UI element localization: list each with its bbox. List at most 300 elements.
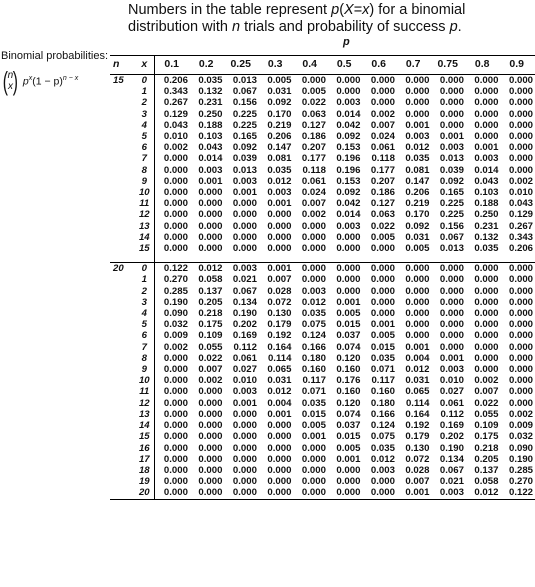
probability-cell: 0.037 (336, 420, 361, 432)
table-row (110, 375, 535, 386)
probability-cell: 0.160 (336, 386, 361, 398)
probability-cell: 0.190 (232, 308, 257, 320)
probability-cell: 0.206 (508, 243, 533, 255)
probability-cell: 0.000 (370, 285, 395, 297)
x-cell: 7 (134, 342, 155, 353)
probability-cell: 0.176 (336, 375, 361, 387)
probability-cell: 0.000 (190, 487, 225, 499)
x-cell: 11 (134, 198, 155, 209)
probability-cell: 0.202 (232, 319, 257, 331)
probability-cell: 0.117 (302, 375, 326, 387)
probability-cell: 0.000 (474, 296, 499, 308)
probability-cell: 0.002 (163, 341, 188, 353)
header-p-value: 0.1 (155, 56, 190, 75)
probability-cell: 0.010 (163, 131, 188, 143)
probability-cell: 0.000 (405, 308, 430, 320)
probability-cell: 0.000 (474, 364, 499, 376)
probability-cell: 0.014 (474, 164, 499, 176)
probability-cell: 0.000 (362, 487, 397, 499)
probability-cell: 0.117 (371, 375, 395, 387)
probability-cell: 0.267 (508, 220, 533, 232)
probability-cell: 0.061 (232, 352, 257, 364)
probability-cell: 0.202 (439, 431, 464, 443)
caption-part: = (353, 2, 363, 18)
probability-cell: 0.225 (232, 108, 257, 120)
probability-cell: 0.225 (439, 209, 464, 221)
probability-cell: 0.002 (198, 375, 223, 387)
probability-cell: 0.007 (267, 274, 292, 286)
x-cell: 9 (134, 364, 155, 375)
n-cell (110, 198, 134, 209)
probability-cell: 0.000 (439, 330, 464, 342)
binom-top: n (7, 70, 14, 81)
probability-cell: 0.005 (405, 243, 430, 255)
probability-cell: 0.003 (370, 464, 395, 476)
probability-cell: 0.285 (163, 285, 188, 297)
probability-cell: 0.015 (301, 408, 326, 420)
probability-cell: 0.043 (163, 119, 188, 131)
probability-cell: 0.000 (405, 319, 430, 331)
probability-cell: 0.000 (397, 263, 432, 275)
probability-cell: 0.000 (405, 108, 430, 120)
table-row (110, 142, 535, 153)
probability-cell: 0.001 (370, 319, 395, 331)
probability-cell: 0.000 (508, 397, 533, 409)
probability-cell: 0.186 (301, 131, 326, 143)
probability-cell: 0.001 (397, 487, 432, 499)
x-cell: 5 (134, 131, 155, 142)
table-row (110, 243, 535, 254)
probability-cell: 0.074 (336, 408, 361, 420)
probability-cell: 0.180 (370, 397, 395, 409)
probability-cell: 0.000 (439, 119, 464, 131)
probability-cell: 0.000 (474, 352, 499, 364)
probability-cell: 0.043 (198, 142, 223, 154)
n-cell (110, 142, 134, 153)
x-cell: 16 (134, 443, 155, 454)
probability-cell: 0.000 (474, 274, 499, 286)
probability-cell: 0.190 (163, 296, 188, 308)
probability-cell: 0.022 (474, 397, 499, 409)
probability-cell: 0.074 (336, 341, 361, 353)
probability-cell: 0.028 (405, 464, 430, 476)
n-cell (110, 364, 134, 375)
probability-cell: 0.065 (405, 386, 430, 398)
n-cell (110, 165, 134, 176)
probability-cell: 0.118 (371, 153, 395, 165)
x-cell: 2 (134, 286, 155, 297)
probability-cell: 0.012 (405, 142, 430, 154)
probability-cell: 0.000 (431, 263, 466, 275)
probability-cell: 0.127 (301, 119, 326, 131)
probability-cell: 0.000 (163, 187, 188, 199)
probability-cell: 0.002 (370, 108, 395, 120)
probability-cell: 0.177 (370, 164, 395, 176)
probability-cell: 0.160 (336, 364, 361, 376)
probability-cell: 0.067 (439, 464, 464, 476)
probability-cell: 0.175 (198, 319, 223, 331)
left-paren-glyph: ( (2, 66, 8, 96)
caption-part: p (331, 2, 340, 18)
probability-cell: 0.218 (198, 308, 223, 320)
probability-cell: 0.061 (370, 142, 395, 154)
probability-cell: 0.000 (474, 341, 499, 353)
probability-cell: 0.137 (474, 464, 499, 476)
n-cell (110, 286, 134, 297)
probability-cell: 0.000 (439, 274, 464, 286)
probability-cell: 0.000 (163, 198, 188, 210)
table-row (110, 176, 535, 187)
probability-cell: 0.005 (267, 75, 292, 86)
probability-cell: 0.000 (301, 243, 326, 255)
probability-cell: 0.165 (232, 131, 257, 143)
probability-cell: 0.031 (267, 375, 292, 387)
x-cell: 6 (134, 330, 155, 341)
table-row (110, 187, 535, 198)
probability-cell: 0.002 (301, 209, 326, 221)
table-row (110, 308, 535, 319)
probability-cell: 0.000 (198, 397, 223, 409)
probability-cell: 0.024 (370, 131, 395, 143)
probability-cell: 0.112 (233, 341, 257, 353)
probability-cell: 0.122 (500, 487, 535, 499)
table-row (110, 409, 535, 420)
table-row (110, 454, 535, 465)
probability-cell: 0.002 (474, 375, 499, 387)
probability-cell: 0.092 (336, 131, 361, 143)
probability-cell: 0.000 (508, 319, 533, 331)
n-cell (110, 487, 134, 499)
probability-cell: 0.000 (336, 75, 361, 86)
probability-cell: 0.092 (336, 187, 361, 199)
probability-cell: 0.035 (370, 352, 395, 364)
probability-cell: 0.005 (336, 442, 361, 454)
probability-cell: 0.003 (439, 142, 464, 154)
probability-cell: 0.014 (336, 108, 361, 120)
n-cell (110, 353, 134, 364)
probability-cell: 0.179 (405, 431, 430, 443)
probability-cell: 0.000 (198, 464, 223, 476)
probability-cell: 0.001 (198, 175, 223, 187)
probability-cell: 0.012 (466, 487, 501, 499)
probability-cell: 0.001 (232, 187, 257, 199)
probability-cell: 0.000 (232, 198, 257, 210)
table-row (110, 398, 535, 409)
probability-cell: 0.000 (163, 397, 188, 409)
probability-cell: 0.000 (301, 220, 326, 232)
probability-cell: 0.000 (301, 274, 326, 286)
probability-cell: 0.010 (508, 187, 533, 199)
probability-cell: 0.000 (232, 209, 257, 221)
probability-cell: 0.004 (405, 352, 430, 364)
n-cell (110, 297, 134, 308)
probability-cell: 0.000 (370, 296, 395, 308)
n-cell (110, 86, 134, 97)
probability-cell: 0.042 (336, 119, 361, 131)
probability-cell: 0.000 (405, 296, 430, 308)
probability-cell: 0.000 (405, 285, 430, 297)
probability-cell: 0.013 (232, 164, 257, 176)
probability-cell: 0.000 (508, 153, 533, 165)
probability-cell: 0.000 (474, 75, 499, 86)
probability-cell: 0.164 (267, 341, 292, 353)
probability-cell: 0.000 (474, 97, 499, 109)
probability-cell: 0.004 (267, 397, 292, 409)
probability-cell: 0.075 (370, 431, 395, 443)
probability-cell: 0.032 (508, 431, 533, 443)
probability-cell: 0.000 (232, 220, 257, 232)
probability-cell: 0.003 (336, 220, 361, 232)
probability-cell: 0.000 (163, 476, 188, 488)
probability-cell: 0.000 (198, 231, 223, 243)
probability-cell: 0.205 (474, 453, 499, 465)
probability-cell: 0.000 (232, 243, 257, 255)
probability-cell: 0.061 (301, 175, 326, 187)
probability-cell: 0.192 (267, 330, 292, 342)
table-row (110, 131, 535, 142)
probability-cell: 0.022 (301, 97, 326, 109)
n-cell (110, 431, 134, 442)
x-cell: 0 (134, 263, 155, 275)
probability-cell: 0.000 (198, 187, 223, 199)
probability-cell: 0.000 (328, 263, 363, 275)
probability-cell: 0.007 (474, 386, 499, 398)
probability-cell: 0.067 (439, 231, 464, 243)
n-cell: 15 (113, 75, 124, 86)
probability-cell: 0.270 (163, 274, 188, 286)
probability-cell: 0.000 (163, 453, 188, 465)
probability-cell: 0.190 (439, 442, 464, 454)
probability-cell: 0.000 (301, 476, 326, 488)
probability-cell: 0.003 (224, 263, 259, 275)
header-p-value: 0.9 (500, 56, 535, 75)
probability-cell: 0.035 (301, 397, 326, 409)
probability-cell: 0.003 (439, 364, 464, 376)
probability-cell: 0.000 (198, 453, 223, 465)
probability-cell: 0.081 (267, 153, 292, 165)
probability-cell: 0.000 (336, 476, 361, 488)
table-row (110, 109, 535, 120)
probability-cell: 0.058 (198, 274, 223, 286)
header-p-value: 0.2 (190, 56, 225, 75)
probability-cell: 0.001 (267, 408, 292, 420)
probability-cell: 0.092 (232, 142, 257, 154)
probability-cell: 0.000 (474, 319, 499, 331)
probability-cell: 0.000 (267, 220, 292, 232)
probability-cell: 0.000 (508, 364, 533, 376)
probability-cell: 0.218 (474, 442, 499, 454)
table-row (110, 364, 535, 375)
probability-cell: 0.186 (370, 187, 395, 199)
probability-cell: 0.130 (405, 442, 430, 454)
header-p-value: 0.6 (362, 56, 397, 75)
probability-cell: 0.000 (508, 274, 533, 286)
x-cell: 4 (134, 308, 155, 319)
probability-cell: 0.000 (474, 108, 499, 120)
probability-cell: 0.003 (474, 153, 499, 165)
x-cell: 0 (134, 75, 155, 87)
caption-part: ( (339, 2, 345, 18)
probability-cell: 0.001 (405, 341, 430, 353)
x-cell: 18 (134, 465, 155, 476)
probability-cell: 0.129 (508, 209, 533, 221)
probability-cell: 0.027 (439, 386, 464, 398)
probability-cell: 0.005 (301, 86, 326, 98)
probability-cell: 0.118 (302, 164, 326, 176)
probability-cell: 0.109 (198, 330, 223, 342)
probability-cell: 0.007 (405, 476, 430, 488)
probability-cell: 0.000 (439, 285, 464, 297)
n-cell (110, 465, 134, 476)
table-row (110, 198, 535, 209)
probability-cell: 0.001 (405, 119, 430, 131)
probability-cell: 0.005 (301, 420, 326, 432)
n-cell (110, 243, 134, 254)
probability-cell: 0.092 (439, 175, 464, 187)
x-cell: 12 (134, 398, 155, 409)
probability-cell: 0.001 (336, 296, 361, 308)
x-cell: 20 (134, 487, 155, 499)
probability-cell: 0.015 (336, 431, 361, 443)
probability-cell: 0.000 (232, 408, 257, 420)
probability-cell: 0.153 (336, 142, 361, 154)
probability-cell: 0.000 (500, 263, 535, 275)
probability-cell: 0.153 (336, 175, 361, 187)
probability-cell: 0.000 (370, 243, 395, 255)
probability-cell: 0.225 (439, 198, 464, 210)
probability-cell: 0.001 (439, 352, 464, 364)
probability-cell: 0.000 (267, 209, 292, 221)
probability-cell: 0.000 (336, 464, 361, 476)
probability-cell: 0.021 (232, 274, 257, 286)
probability-cell: 0.001 (301, 431, 326, 443)
probability-cell: 0.000 (405, 97, 430, 109)
table-row (110, 97, 535, 108)
caption-part: ) for a binomial distribution with (128, 2, 466, 35)
n-cell (110, 319, 134, 330)
probability-cell: 0.000 (508, 308, 533, 320)
n-cell (110, 342, 134, 353)
x-cell: 7 (134, 153, 155, 164)
probability-cell: 0.013 (232, 75, 257, 86)
side-label: Binomial probabilities: (1, 50, 108, 62)
table-row (110, 274, 535, 285)
probability-cell: 0.231 (474, 220, 499, 232)
n-cell (110, 420, 134, 431)
probability-cell: 0.267 (163, 97, 188, 109)
probability-cell: 0.001 (336, 453, 361, 465)
probability-cell: 0.007 (198, 364, 223, 376)
probability-cell: 0.190 (508, 453, 533, 465)
table-row (110, 330, 535, 341)
n-cell (110, 131, 134, 142)
probability-cell: 0.075 (301, 319, 326, 331)
probability-cell: 0.196 (336, 164, 361, 176)
probability-cell: 0.225 (232, 119, 257, 131)
probability-cell: 0.000 (163, 352, 188, 364)
probability-cell: 0.003 (198, 164, 223, 176)
probability-cell: 0.000 (224, 487, 259, 499)
probability-cell: 0.000 (508, 341, 533, 353)
caption-part: X (344, 2, 354, 18)
probability-cell: 0.000 (336, 274, 361, 286)
probability-cell: 0.206 (405, 187, 430, 199)
x-cell: 11 (134, 386, 155, 397)
x-cell: 13 (134, 221, 155, 232)
table-row (110, 221, 535, 232)
probability-cell: 0.160 (370, 386, 395, 398)
probability-cell: 0.207 (370, 175, 395, 187)
probability-cell: 0.000 (267, 453, 292, 465)
probability-cell: 0.012 (267, 175, 292, 187)
n-cell (110, 386, 134, 397)
probability-cell: 0.037 (336, 330, 361, 342)
probability-cell: 0.003 (405, 131, 430, 143)
probability-cell: 0.067 (232, 86, 257, 98)
probability-cell: 0.000 (267, 476, 292, 488)
x-cell: 15 (134, 243, 155, 254)
table-row (110, 431, 535, 442)
table-row (110, 75, 535, 87)
probability-cell: 0.001 (439, 131, 464, 143)
n-cell (110, 375, 134, 386)
x-cell: 13 (134, 409, 155, 420)
probability-cell: 0.012 (190, 263, 225, 275)
probability-cell: 0.134 (439, 453, 464, 465)
probability-cell: 0.015 (370, 341, 395, 353)
table-row (110, 420, 535, 431)
n-cell (110, 443, 134, 454)
probability-cell: 0.000 (405, 274, 430, 286)
probability-cell: 0.001 (267, 198, 292, 210)
probability-cell: 0.160 (301, 364, 326, 376)
table-row (110, 476, 535, 487)
probability-cell: 0.000 (474, 119, 499, 131)
probability-cell: 0.000 (301, 453, 326, 465)
probability-cell: 0.071 (370, 364, 395, 376)
probability-cell: 0.009 (163, 330, 188, 342)
probability-cell: 0.175 (474, 431, 499, 443)
table-row (110, 342, 535, 353)
probability-cell: 0.120 (336, 397, 361, 409)
probability-cell: 0.013 (439, 243, 464, 255)
probability-cell: 0.343 (163, 86, 188, 98)
probability-cell: 0.343 (508, 231, 533, 243)
binomial-formula (1, 68, 78, 94)
probability-cell: 0.001 (232, 397, 257, 409)
probability-cell: 0.063 (370, 209, 395, 221)
probability-cell: 0.170 (405, 209, 430, 221)
probability-cell: 0.003 (267, 187, 292, 199)
table-row (110, 86, 535, 97)
probability-cell: 0.000 (267, 420, 292, 432)
probability-cell: 0.192 (405, 420, 430, 432)
probability-cell: 0.000 (232, 431, 257, 443)
probability-cell: 0.000 (198, 220, 223, 232)
probability-cell: 0.000 (466, 263, 501, 275)
table-row (110, 465, 535, 476)
probability-cell: 0.124 (370, 420, 395, 432)
table-row (110, 165, 535, 176)
probability-cell: 0.035 (370, 442, 395, 454)
probability-cell: 0.035 (301, 308, 326, 320)
probability-cell: 0.000 (163, 431, 188, 443)
probability-cell: 0.000 (370, 476, 395, 488)
probability-cell: 0.129 (163, 108, 188, 120)
x-cell: 8 (134, 353, 155, 364)
probability-cell: 0.003 (232, 386, 257, 398)
probability-cell: 0.039 (439, 164, 464, 176)
